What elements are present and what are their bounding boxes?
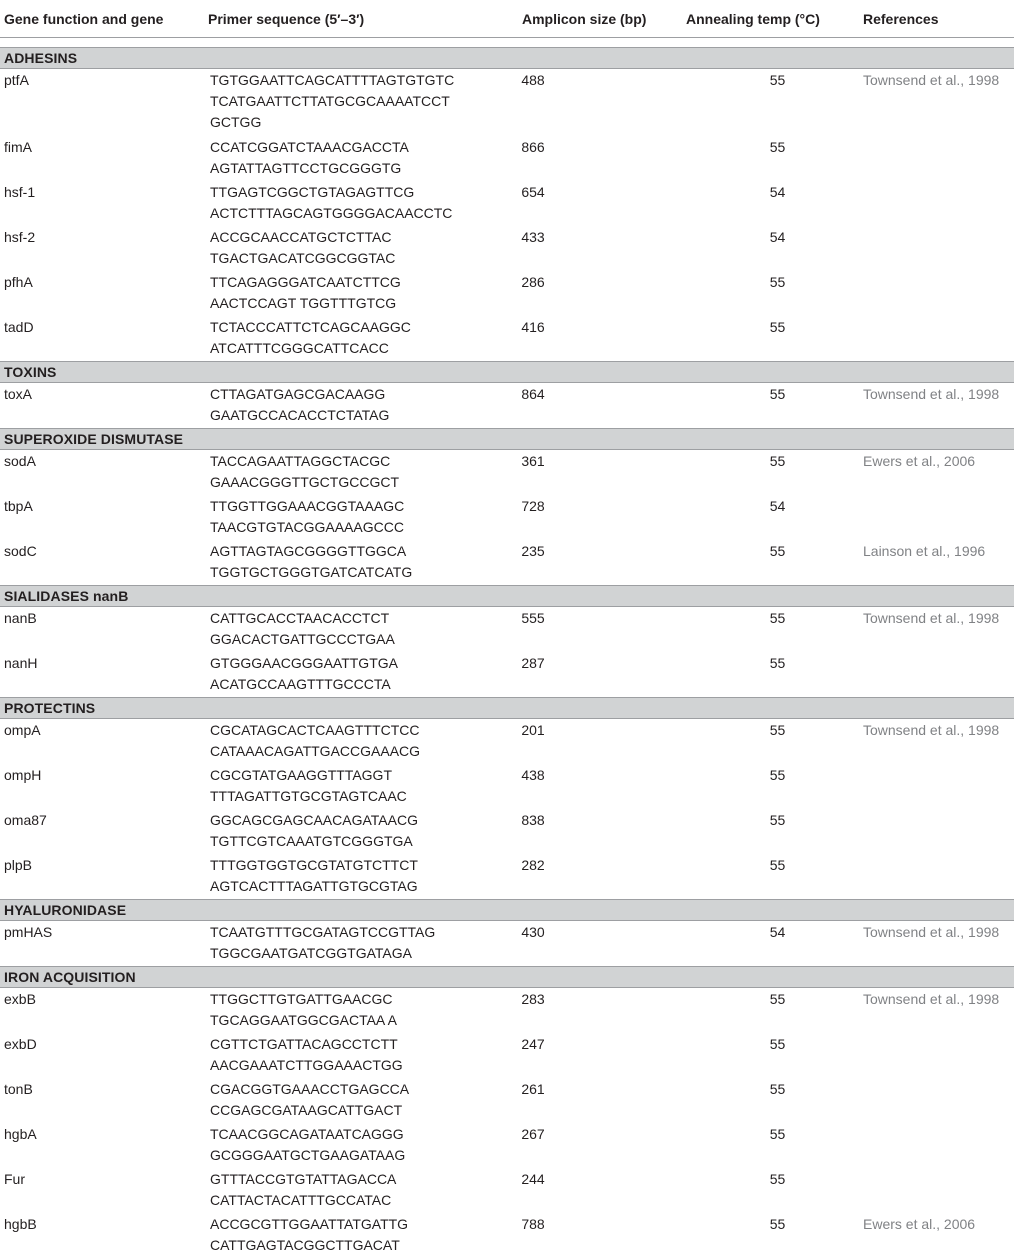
primer-line: TGTGGAATTCAGCATTTTAGTGTGTC (210, 70, 476, 91)
annealing-temp: 55 (650, 652, 861, 698)
header-annealing: Annealing temp (°C) (650, 0, 861, 38)
amplicon-size: 433 (476, 226, 650, 271)
section-title: HYALURONIDASE (0, 900, 1014, 921)
reference: Townsend et al., 1998 (861, 607, 1014, 653)
table-row (0, 383, 1014, 429)
primer-sequence (204, 1078, 476, 1123)
table-row (0, 271, 1014, 316)
section-row (0, 698, 1014, 719)
gene-name: nanB (0, 607, 204, 653)
amplicon-size: 728 (476, 495, 650, 540)
primer-line: TTGAGTCGGCTGTAGAGTTCG (210, 182, 476, 203)
table-row (0, 1078, 1014, 1123)
primer-sequence (204, 809, 476, 854)
annealing-temp: 55 (650, 854, 861, 900)
annealing-temp: 54 (650, 226, 861, 271)
reference (861, 809, 1014, 854)
primer-sequence (204, 652, 476, 698)
annealing-temp: 55 (650, 69, 861, 137)
primer-line: TCAACGGCAGATAATCAGGG (210, 1124, 476, 1145)
amplicon-size: 201 (476, 719, 650, 765)
amplicon-size: 864 (476, 383, 650, 429)
primer-line: CTTAGATGAGCGACAAGG (210, 384, 476, 405)
table-body (0, 38, 1014, 1258)
amplicon-size: 282 (476, 854, 650, 900)
annealing-temp: 55 (650, 764, 861, 809)
primer-line: GCGGGAATGCTGAAGATAAG (210, 1145, 476, 1166)
primer-line: GCTGG (210, 112, 476, 133)
reference: Townsend et al., 1998 (861, 988, 1014, 1034)
primer-line: CATTGAGTACGGCTTGACAT (210, 1235, 476, 1256)
table-row (0, 809, 1014, 854)
primer-line: TTCAGAGGGATCAATCTTCG (210, 272, 476, 293)
primer-line: ACTCTTTAGCAGTGGGGACAACCTC (210, 203, 476, 224)
primer-sequence (204, 607, 476, 653)
table-row (0, 495, 1014, 540)
table-row (0, 988, 1014, 1034)
annealing-temp: 55 (650, 383, 861, 429)
table-row (0, 1033, 1014, 1078)
reference: Townsend et al., 1998 (861, 719, 1014, 765)
primer-line: TGGTGCTGGGTGATCATCATG (210, 562, 476, 583)
annealing-temp: 55 (650, 1168, 861, 1213)
reference: Townsend et al., 1998 (861, 383, 1014, 429)
table-row (0, 764, 1014, 809)
section-title: SUPEROXIDE DISMUTASE (0, 429, 1014, 450)
primer-sequence (204, 316, 476, 362)
reference (861, 495, 1014, 540)
primer-line: ATCATTTCGGGCATTCACC (210, 338, 476, 359)
primer-line: GAAACGGGTTGCTGCCGCT (210, 472, 476, 493)
table-row (0, 226, 1014, 271)
amplicon-size: 430 (476, 921, 650, 967)
primer-line: CCATCGGATCTAAACGACCTA (210, 137, 476, 158)
reference: Townsend et al., 1998 (861, 921, 1014, 967)
amplicon-size: 267 (476, 1123, 650, 1168)
amplicon-size: 416 (476, 316, 650, 362)
table-row (0, 719, 1014, 765)
primer-line: GTTTACCGTGTATTAGACCA (210, 1169, 476, 1190)
header-references: References (861, 0, 1014, 38)
section-row (0, 900, 1014, 921)
primer-line: TGGCGAATGATCGGTGATAGA (210, 943, 476, 964)
annealing-temp: 55 (650, 450, 861, 496)
reference (861, 181, 1014, 226)
gene-name: pfhA (0, 271, 204, 316)
annealing-temp: 55 (650, 271, 861, 316)
primer-line: AGTCACTTTAGATTGTGCGTAG (210, 876, 476, 897)
primer-line: AGTATTAGTTCCTGCGGGTG (210, 158, 476, 179)
primer-sequence (204, 1168, 476, 1213)
annealing-temp: 55 (650, 719, 861, 765)
section-row (0, 967, 1014, 988)
amplicon-size: 788 (476, 1213, 650, 1258)
primer-sequence (204, 988, 476, 1034)
reference (861, 1123, 1014, 1168)
gene-name: tbpA (0, 495, 204, 540)
gene-name: hgbB (0, 1213, 204, 1258)
primer-sequence (204, 226, 476, 271)
annealing-temp: 54 (650, 921, 861, 967)
primer-line: ACATGCCAAGTTTGCCCTA (210, 674, 476, 695)
section-row (0, 48, 1014, 69)
primer-sequence (204, 271, 476, 316)
primer-sequence (204, 383, 476, 429)
table-row (0, 921, 1014, 967)
gene-name: Fur (0, 1168, 204, 1213)
primer-line: TCATGAATTCTTATGCGCAAAATCCT (210, 91, 476, 112)
primer-line: TCTACCCATTCTCAGCAAGGC (210, 317, 476, 338)
primer-line: TTGGTTGGAAACGGTAAAGC (210, 496, 476, 517)
primer-line: CATAAACAGATTGACCGAAACG (210, 741, 476, 762)
annealing-temp: 55 (650, 316, 861, 362)
gene-name: ompH (0, 764, 204, 809)
annealing-temp: 55 (650, 1123, 861, 1168)
gene-name: ptfA (0, 69, 204, 137)
primer-line: TTGGCTTGTGATTGAACGC (210, 989, 476, 1010)
amplicon-size: 235 (476, 540, 650, 586)
gene-name: pmHAS (0, 921, 204, 967)
section-row (0, 362, 1014, 383)
reference (861, 1033, 1014, 1078)
primer-sequence (204, 854, 476, 900)
section-title: IRON ACQUISITION (0, 967, 1014, 988)
primer-line: GAATGCCACACCTCTATAG (210, 405, 476, 426)
table-row (0, 854, 1014, 900)
primer-line: ACCGCGTTGGAATTATGATTG (210, 1214, 476, 1235)
section-title: TOXINS (0, 362, 1014, 383)
gene-name: hsf-2 (0, 226, 204, 271)
primer-line: CCGAGCGATAAGCATTGACT (210, 1100, 476, 1121)
primer-sequence (204, 450, 476, 496)
header-primer: Primer sequence (5′–3′) (204, 0, 476, 38)
gene-name: tonB (0, 1078, 204, 1123)
primer-sequence (204, 1213, 476, 1258)
table-row (0, 69, 1014, 137)
annealing-temp: 55 (650, 540, 861, 586)
primer-line: AGTTAGTAGCGGGGTTGGCA (210, 541, 476, 562)
primer-line: TACCAGAATTAGGCTACGC (210, 451, 476, 472)
primer-line: GGACACTGATTGCCCTGAA (210, 629, 476, 650)
primer-line: GGCAGCGAGCAACAGATAACG (210, 810, 476, 831)
primer-line: TTTAGATTGTGCGTAGTCAAC (210, 786, 476, 807)
reference (861, 652, 1014, 698)
reference: Ewers et al., 2006 (861, 1213, 1014, 1258)
table-row (0, 607, 1014, 653)
primer-line: AACGAAATCTTGGAAACTGG (210, 1055, 476, 1076)
annealing-temp: 55 (650, 1078, 861, 1123)
gene-name: sodC (0, 540, 204, 586)
gene-name: exbD (0, 1033, 204, 1078)
primer-sequence (204, 719, 476, 765)
table-header (0, 0, 1014, 38)
primer-sequence (204, 921, 476, 967)
section-title: SIALIDASES nanB (0, 586, 1014, 607)
table-row (0, 316, 1014, 362)
header-amplicon: Amplicon size (bp) (476, 0, 650, 38)
primer-sequence (204, 181, 476, 226)
amplicon-size: 244 (476, 1168, 650, 1213)
primer-line: CGACGGTGAAACCTGAGCCA (210, 1079, 476, 1100)
primer-line: TTTGGTGGTGCGTATGTCTTCT (210, 855, 476, 876)
amplicon-size: 555 (476, 607, 650, 653)
header-gene: Gene function and gene (0, 0, 204, 38)
primer-sequence (204, 69, 476, 137)
amplicon-size: 247 (476, 1033, 650, 1078)
gene-name: hgbA (0, 1123, 204, 1168)
amplicon-size: 866 (476, 136, 650, 181)
table-row (0, 1123, 1014, 1168)
gene-name: toxA (0, 383, 204, 429)
section-title: ADHESINS (0, 48, 1014, 69)
annealing-temp: 55 (650, 988, 861, 1034)
reference: Ewers et al., 2006 (861, 450, 1014, 496)
annealing-temp: 55 (650, 607, 861, 653)
primer-line: AACTCCAGT TGGTTTGTCG (210, 293, 476, 314)
reference (861, 136, 1014, 181)
primer-line: TGTTCGTCAAATGTCGGGTGA (210, 831, 476, 852)
section-row (0, 429, 1014, 450)
primer-line: CATTGCACCTAACACCTCT (210, 608, 476, 629)
annealing-temp: 55 (650, 1033, 861, 1078)
reference: Lainson et al., 1996 (861, 540, 1014, 586)
amplicon-size: 261 (476, 1078, 650, 1123)
reference (861, 1168, 1014, 1213)
amplicon-size: 361 (476, 450, 650, 496)
gene-name: tadD (0, 316, 204, 362)
section-title: PROTECTINS (0, 698, 1014, 719)
gene-name: exbB (0, 988, 204, 1034)
table-row (0, 181, 1014, 226)
annealing-temp: 55 (650, 136, 861, 181)
amplicon-size: 287 (476, 652, 650, 698)
amplicon-size: 654 (476, 181, 650, 226)
primer-line: TGACTGACATCGGCGGTAC (210, 248, 476, 269)
gene-name: sodA (0, 450, 204, 496)
amplicon-size: 488 (476, 69, 650, 137)
primer-line: TCAATGTTTGCGATAGTCCGTTAG (210, 922, 476, 943)
gene-name: hsf-1 (0, 181, 204, 226)
primer-line: TGCAGGAATGGCGACTAA A (210, 1010, 476, 1031)
reference (861, 271, 1014, 316)
primer-sequence (204, 1123, 476, 1168)
primer-sequence (204, 1033, 476, 1078)
primer-sequence (204, 540, 476, 586)
primer-line: ACCGCAACCATGCTCTTAC (210, 227, 476, 248)
reference (861, 854, 1014, 900)
primer-line: CGCGTATGAAGGTTTAGGT (210, 765, 476, 786)
annealing-temp: 55 (650, 1213, 861, 1258)
amplicon-size: 286 (476, 271, 650, 316)
table-row (0, 1168, 1014, 1213)
section-row (0, 586, 1014, 607)
primer-line: CGCATAGCACTCAAGTTTCTCC (210, 720, 476, 741)
reference (861, 1078, 1014, 1123)
primer-line: GTGGGAACGGGAATTGTGA (210, 653, 476, 674)
primer-line: TAACGTGTACGGAAAAGCCC (210, 517, 476, 538)
annealing-temp: 54 (650, 495, 861, 540)
gene-name: fimA (0, 136, 204, 181)
amplicon-size: 838 (476, 809, 650, 854)
amplicon-size: 438 (476, 764, 650, 809)
reference (861, 764, 1014, 809)
reference (861, 316, 1014, 362)
gene-name: plpB (0, 854, 204, 900)
gene-name: nanH (0, 652, 204, 698)
table-row (0, 136, 1014, 181)
primer-line: CATTACTACATTTGCCATAC (210, 1190, 476, 1211)
primer-sequence (204, 136, 476, 181)
primer-sequence (204, 495, 476, 540)
primer-sequence (204, 764, 476, 809)
amplicon-size: 283 (476, 988, 650, 1034)
primer-line: CGTTCTGATTACAGCCTCTT (210, 1034, 476, 1055)
annealing-temp: 54 (650, 181, 861, 226)
table-row (0, 450, 1014, 496)
gene-name: oma87 (0, 809, 204, 854)
table-row (0, 1213, 1014, 1258)
annealing-temp: 55 (650, 809, 861, 854)
gene-name: ompA (0, 719, 204, 765)
reference: Townsend et al., 1998 (861, 69, 1014, 137)
table-row (0, 652, 1014, 698)
reference (861, 226, 1014, 271)
table-row (0, 540, 1014, 586)
